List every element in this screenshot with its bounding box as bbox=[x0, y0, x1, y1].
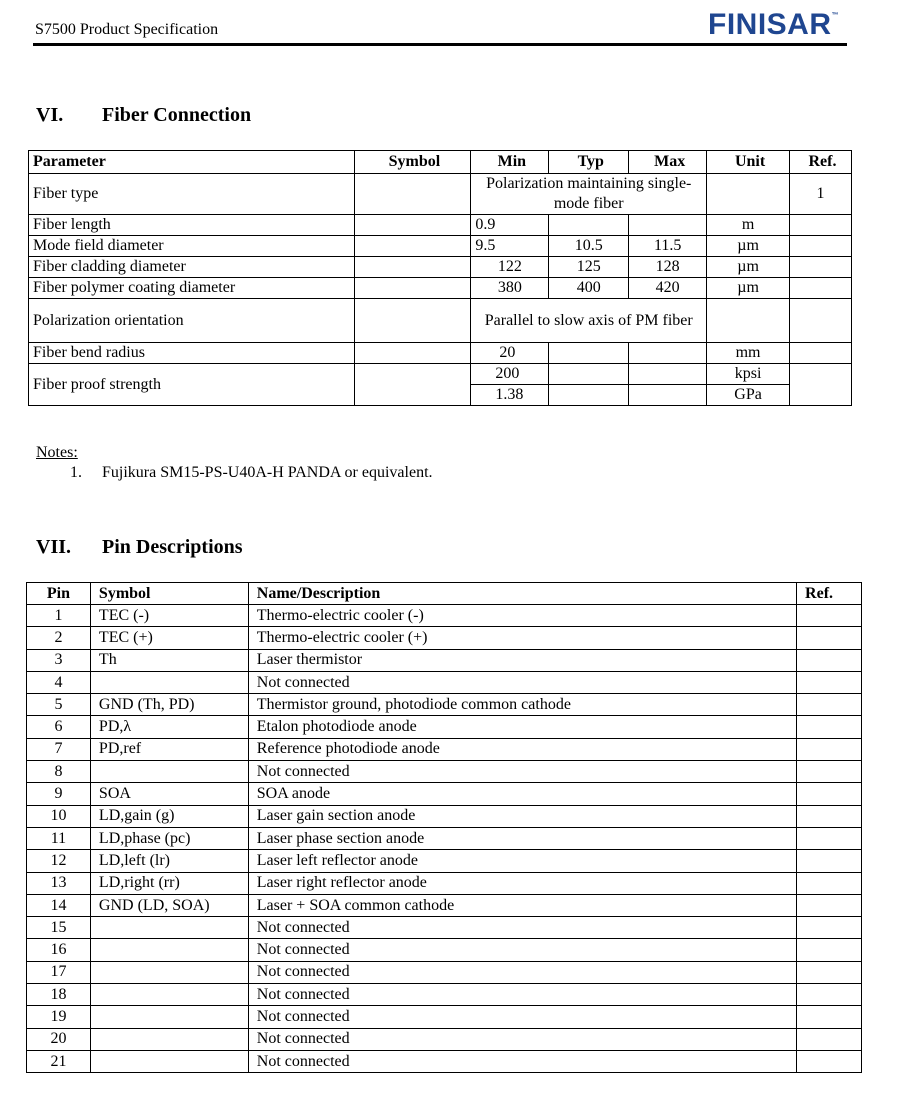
typ-cell bbox=[549, 364, 629, 385]
table-row bbox=[27, 761, 862, 783]
pin-symbol-cell: GND (Th, PD) bbox=[90, 694, 248, 716]
table-row bbox=[27, 605, 862, 627]
table-row bbox=[27, 783, 862, 805]
ref-cell bbox=[790, 236, 852, 257]
notes-block bbox=[36, 444, 433, 482]
pin-ref-cell bbox=[797, 1028, 862, 1050]
table-row bbox=[27, 738, 862, 760]
symbol-cell bbox=[354, 257, 471, 278]
pin-description-cell: Not connected bbox=[248, 939, 796, 961]
pin-number-cell: 9 bbox=[27, 783, 91, 805]
section-heading-pin-descriptions bbox=[36, 536, 243, 559]
min-cell: 1.38 bbox=[471, 385, 549, 406]
pin-ref-cell bbox=[797, 917, 862, 939]
pin-symbol-cell bbox=[90, 917, 248, 939]
pin-ref-cell bbox=[797, 894, 862, 916]
pin-number-cell: 21 bbox=[27, 1050, 91, 1072]
pin-ref-cell bbox=[797, 805, 862, 827]
pin-number-cell: 7 bbox=[27, 738, 91, 760]
typ-cell bbox=[549, 343, 629, 364]
pin-symbol-cell: SOA bbox=[90, 783, 248, 805]
column-header: Parameter bbox=[29, 151, 355, 174]
table-row bbox=[27, 850, 862, 872]
parameter-cell: Polarization orientation bbox=[29, 299, 355, 343]
symbol-cell bbox=[354, 364, 471, 406]
column-header: Symbol bbox=[354, 151, 471, 174]
table-row bbox=[27, 917, 862, 939]
table-header-row bbox=[29, 151, 852, 174]
typ-cell bbox=[549, 385, 629, 406]
pin-number-cell: 10 bbox=[27, 805, 91, 827]
unit-cell: kpsi bbox=[707, 364, 790, 385]
unit-cell bbox=[707, 299, 790, 343]
table-row bbox=[27, 671, 862, 693]
pin-symbol-cell: LD,gain (g) bbox=[90, 805, 248, 827]
document-title: S7500 Product Specification bbox=[35, 21, 219, 38]
table-row bbox=[29, 278, 852, 299]
pin-number-cell: 5 bbox=[27, 694, 91, 716]
finisar-logo bbox=[708, 8, 839, 42]
pin-description-cell: Not connected bbox=[248, 984, 796, 1006]
ref-cell: 1 bbox=[790, 174, 852, 215]
pin-description-cell: Thermo-electric cooler (+) bbox=[248, 627, 796, 649]
pin-symbol-cell bbox=[90, 939, 248, 961]
pin-symbol-cell: LD,left (lr) bbox=[90, 850, 248, 872]
column-header: Symbol bbox=[90, 583, 248, 605]
table-row bbox=[29, 174, 852, 215]
pin-description-cell: Not connected bbox=[248, 961, 796, 983]
parameter-cell: Fiber bend radius bbox=[29, 343, 355, 364]
pin-ref-cell bbox=[797, 716, 862, 738]
pin-number-cell: 1 bbox=[27, 605, 91, 627]
table-row bbox=[27, 649, 862, 671]
min-cell: 9.5 bbox=[471, 236, 549, 257]
min-cell: 20 bbox=[471, 343, 549, 364]
pin-number-cell: 12 bbox=[27, 850, 91, 872]
note-index: 1. bbox=[70, 464, 82, 481]
symbol-cell bbox=[354, 299, 471, 343]
section-title: Fiber Connection bbox=[102, 104, 252, 126]
pin-number-cell: 2 bbox=[27, 627, 91, 649]
pin-ref-cell bbox=[797, 605, 862, 627]
pin-number-cell: 20 bbox=[27, 1028, 91, 1050]
min-cell: 200 bbox=[471, 364, 549, 385]
pin-description-cell: Laser phase section anode bbox=[248, 827, 796, 849]
pin-number-cell: 18 bbox=[27, 984, 91, 1006]
table-row bbox=[27, 939, 862, 961]
column-header: Ref. bbox=[797, 583, 862, 605]
typ-cell: 10.5 bbox=[549, 236, 629, 257]
pin-ref-cell bbox=[797, 738, 862, 760]
column-header: Pin bbox=[27, 583, 91, 605]
header-divider bbox=[33, 43, 847, 46]
unit-cell: µm bbox=[707, 257, 790, 278]
table-row bbox=[29, 343, 852, 364]
pin-ref-cell bbox=[797, 671, 862, 693]
table-row bbox=[27, 984, 862, 1006]
unit-cell: GPa bbox=[707, 385, 790, 406]
table-row bbox=[27, 1028, 862, 1050]
pin-symbol-cell bbox=[90, 961, 248, 983]
parameter-cell: Mode field diameter bbox=[29, 236, 355, 257]
pin-symbol-cell bbox=[90, 671, 248, 693]
pin-number-cell: 16 bbox=[27, 939, 91, 961]
unit-cell bbox=[707, 174, 790, 215]
table-row bbox=[27, 961, 862, 983]
ref-cell bbox=[790, 278, 852, 299]
pin-ref-cell bbox=[797, 961, 862, 983]
parameter-cell: Fiber type bbox=[29, 174, 355, 215]
pin-description-cell: Not connected bbox=[248, 1028, 796, 1050]
pin-description-cell: Not connected bbox=[248, 1050, 796, 1072]
column-header: Min bbox=[471, 151, 549, 174]
pin-description-cell: Reference photodiode anode bbox=[248, 738, 796, 760]
symbol-cell bbox=[354, 236, 471, 257]
symbol-cell bbox=[354, 343, 471, 364]
table-row bbox=[29, 299, 852, 343]
pin-number-cell: 4 bbox=[27, 671, 91, 693]
pin-description-cell: Not connected bbox=[248, 761, 796, 783]
table-row bbox=[29, 257, 852, 278]
column-header: Unit bbox=[707, 151, 790, 174]
column-header: Ref. bbox=[790, 151, 852, 174]
pin-number-cell: 17 bbox=[27, 961, 91, 983]
pin-symbol-cell: GND (LD, SOA) bbox=[90, 894, 248, 916]
section-heading-fiber-connection bbox=[36, 104, 251, 127]
pin-symbol-cell bbox=[90, 984, 248, 1006]
unit-cell: µm bbox=[707, 278, 790, 299]
column-header: Max bbox=[629, 151, 707, 174]
max-cell: 11.5 bbox=[629, 236, 707, 257]
parameter-cell: Fiber polymer coating diameter bbox=[29, 278, 355, 299]
ref-cell bbox=[790, 257, 852, 278]
section-number: VI. bbox=[36, 104, 64, 126]
pin-description-cell: Laser gain section anode bbox=[248, 805, 796, 827]
max-cell bbox=[629, 385, 707, 406]
pin-description-cell: Laser thermistor bbox=[248, 649, 796, 671]
ref-cell bbox=[790, 215, 852, 236]
table-header-row bbox=[27, 583, 862, 605]
pin-description-cell: Laser left reflector anode bbox=[248, 850, 796, 872]
logo-text: FINISAR bbox=[708, 8, 832, 41]
table-row bbox=[29, 215, 852, 236]
pin-ref-cell bbox=[797, 1006, 862, 1028]
table-row bbox=[27, 1006, 862, 1028]
max-cell: 420 bbox=[629, 278, 707, 299]
pin-number-cell: 14 bbox=[27, 894, 91, 916]
pin-symbol-cell: Th bbox=[90, 649, 248, 671]
notes-title: Notes: bbox=[36, 444, 78, 461]
table-row bbox=[29, 364, 852, 385]
trademark-mark: ™ bbox=[831, 12, 839, 19]
pin-description-cell: Thermo-electric cooler (-) bbox=[248, 605, 796, 627]
parameter-cell: Fiber cladding diameter bbox=[29, 257, 355, 278]
value-cell: Polarization maintaining single-mode fiber bbox=[471, 174, 707, 215]
value-cell: Parallel to slow axis of PM fiber bbox=[471, 299, 707, 343]
table-row bbox=[27, 1050, 862, 1072]
pin-symbol-cell: PD,λ bbox=[90, 716, 248, 738]
pin-number-cell: 8 bbox=[27, 761, 91, 783]
typ-cell: 400 bbox=[549, 278, 629, 299]
ref-cell bbox=[790, 299, 852, 343]
pin-description-cell: Not connected bbox=[248, 917, 796, 939]
min-cell: 122 bbox=[471, 257, 549, 278]
ref-cell bbox=[790, 364, 852, 406]
pin-ref-cell bbox=[797, 872, 862, 894]
pin-number-cell: 3 bbox=[27, 649, 91, 671]
pin-symbol-cell: TEC (-) bbox=[90, 605, 248, 627]
pin-description-cell: Thermistor ground, photodiode common cathode bbox=[248, 694, 796, 716]
pin-ref-cell bbox=[797, 783, 862, 805]
ref-cell bbox=[790, 343, 852, 364]
pin-symbol-cell bbox=[90, 1006, 248, 1028]
note-text: Fujikura SM15-PS-U40A-H PANDA or equivalent. bbox=[102, 464, 433, 481]
typ-cell bbox=[549, 215, 629, 236]
pin-number-cell: 19 bbox=[27, 1006, 91, 1028]
max-cell bbox=[629, 215, 707, 236]
pin-symbol-cell: PD,ref bbox=[90, 738, 248, 760]
pin-symbol-cell bbox=[90, 761, 248, 783]
unit-cell: m bbox=[707, 215, 790, 236]
symbol-cell bbox=[354, 174, 471, 215]
unit-cell: µm bbox=[707, 236, 790, 257]
pin-number-cell: 15 bbox=[27, 917, 91, 939]
symbol-cell bbox=[354, 278, 471, 299]
max-cell bbox=[629, 343, 707, 364]
symbol-cell bbox=[354, 215, 471, 236]
typ-cell: 125 bbox=[549, 257, 629, 278]
note-item bbox=[70, 464, 433, 482]
fiber-connection-table bbox=[28, 150, 852, 406]
pin-descriptions-table bbox=[26, 582, 862, 1073]
pin-ref-cell bbox=[797, 939, 862, 961]
pin-description-cell: Not connected bbox=[248, 671, 796, 693]
table-row bbox=[27, 872, 862, 894]
pin-ref-cell bbox=[797, 827, 862, 849]
column-header: Typ bbox=[549, 151, 629, 174]
pin-description-cell: Not connected bbox=[248, 1006, 796, 1028]
table-row bbox=[27, 694, 862, 716]
pin-ref-cell bbox=[797, 649, 862, 671]
unit-cell: mm bbox=[707, 343, 790, 364]
pin-ref-cell bbox=[797, 984, 862, 1006]
max-cell bbox=[629, 364, 707, 385]
pin-description-cell: Etalon photodiode anode bbox=[248, 716, 796, 738]
table-row bbox=[29, 236, 852, 257]
section-title: Pin Descriptions bbox=[102, 536, 243, 558]
pin-description-cell: Laser right reflector anode bbox=[248, 872, 796, 894]
pin-number-cell: 6 bbox=[27, 716, 91, 738]
table-row bbox=[27, 827, 862, 849]
table-row bbox=[27, 894, 862, 916]
min-cell: 380 bbox=[471, 278, 549, 299]
pin-description-cell: Laser + SOA common cathode bbox=[248, 894, 796, 916]
pin-symbol-cell bbox=[90, 1028, 248, 1050]
section-number: VII. bbox=[36, 536, 72, 558]
pin-number-cell: 11 bbox=[27, 827, 91, 849]
max-cell: 128 bbox=[629, 257, 707, 278]
column-header: Name/Description bbox=[248, 583, 796, 605]
pin-symbol-cell: TEC (+) bbox=[90, 627, 248, 649]
table-row bbox=[27, 805, 862, 827]
pin-ref-cell bbox=[797, 694, 862, 716]
pin-description-cell: SOA anode bbox=[248, 783, 796, 805]
pin-number-cell: 13 bbox=[27, 872, 91, 894]
pin-ref-cell bbox=[797, 850, 862, 872]
pin-ref-cell bbox=[797, 1050, 862, 1072]
pin-ref-cell bbox=[797, 761, 862, 783]
min-cell: 0.9 bbox=[471, 215, 549, 236]
parameter-cell: Fiber length bbox=[29, 215, 355, 236]
table-row bbox=[27, 716, 862, 738]
parameter-cell: Fiber proof strength bbox=[29, 364, 355, 406]
pin-symbol-cell: LD,right (rr) bbox=[90, 872, 248, 894]
table-row bbox=[27, 627, 862, 649]
pin-symbol-cell bbox=[90, 1050, 248, 1072]
pin-symbol-cell: LD,phase (pc) bbox=[90, 827, 248, 849]
pin-ref-cell bbox=[797, 627, 862, 649]
